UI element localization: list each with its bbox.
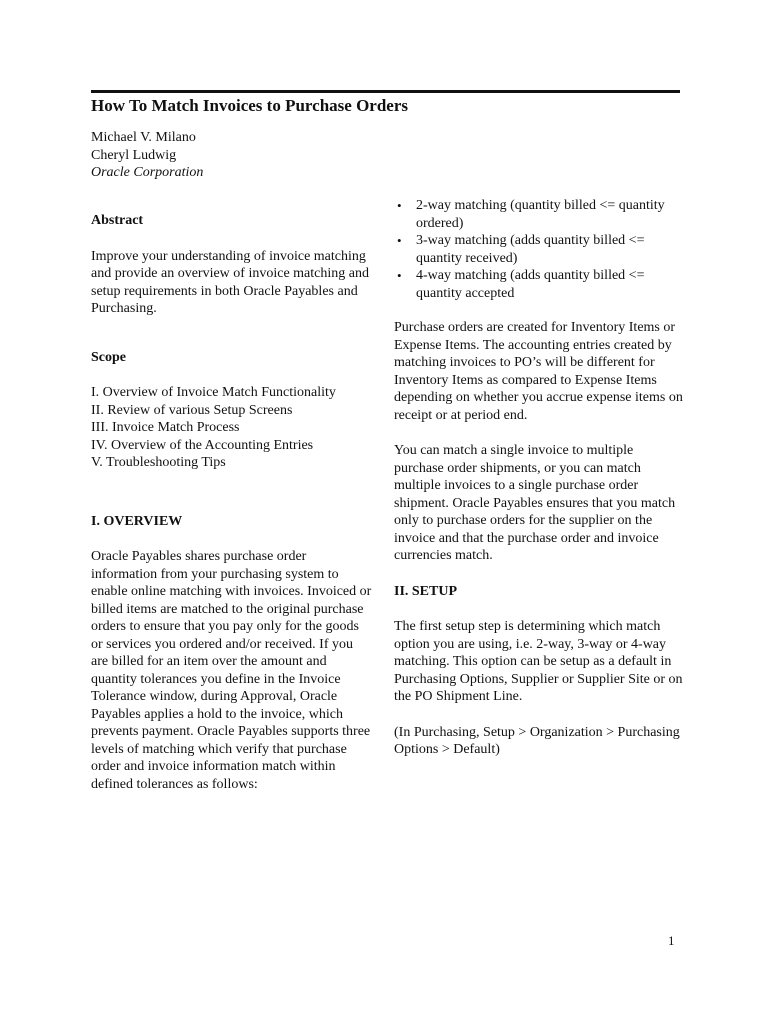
author-name: Michael V. Milano [91,130,196,145]
overview-heading: I. OVERVIEW [91,513,183,529]
abstract-text: Improve your understanding of invoice matching and provide an overview of invoice matching and setup requirements in both Oracle Payables and Purchasing. [91,248,369,316]
scope-heading: Scope [91,349,126,365]
matching-level-text: 2-way matching (quantity billed <= quantity ordered) [416,198,665,231]
scope-item: III. Invoice Match Process [91,420,240,435]
title-rule [91,90,680,93]
matching-level-text: 4-way matching (adds quantity billed <= quantity accepted [416,268,645,301]
bullet-icon: • [397,233,402,248]
author-name: Cheryl Ludwig [91,147,177,163]
matching-shipments-paragraph: You can match a single invoice to multiple purchase order shipments, or you can match multiple invoices to a single purchase order shipment. Oracle Payables ensures that you match only to purchase orders for the supplier on the invoice and that the purchase order and invoice currencies match. [394,443,676,563]
author-block [91,129,371,182]
matching-level-item [394,232,684,267]
left-column [91,212,373,793]
author-organization: Oracle Corporation [91,165,204,180]
matching-level-text: 3-way matching (adds quantity billed <= quantity received) [416,233,645,266]
matching-level-item [394,267,684,302]
scope-item: I. Overview of Invoice Match Functionality [91,385,336,400]
scope-list [91,384,373,472]
document-title: How To Match Invoices to Purchase Orders [91,96,409,115]
matching-levels-list [394,197,684,302]
setup-navigation-path: (In Purchasing, Setup > Organization > Purchasing Options > Default) [394,724,680,757]
setup-heading: II. SETUP [394,583,458,599]
bullet-icon: • [397,198,402,213]
scope-item: IV. Overview of the Accounting Entries [91,437,314,453]
bullet-icon: • [397,268,402,283]
scope-item: II. Review of various Setup Screens [91,402,293,418]
purchase-orders-paragraph: Purchase orders are created for Inventory Items or Expense Items. The accounting entries created by matching invoices to PO’s will be different for Inventory Items as compared to Expense Items depending on whether you accrue expense items on receipt or at period end. [394,320,683,423]
overview-text: Oracle Payables shares purchase order information from your purchasing system to enable online matching with invoices. Invoiced or billed items are matched to the original purchase orders to ensure that you pay only for the goods or services you ordered and/or received. If you are billed for an item over the amount and quantity tolerances you define in the Invoice Tolerance window, during Approval, Oracle Payables applies a hold to the invoice, which prevents payment. Oracle Payables supports three levels of matching which verify that purchase order and invoice information match within defined tolerances as follows: [91,549,372,792]
abstract-heading: Abstract [91,213,144,228]
matching-level-item [394,197,684,232]
right-column [394,197,684,759]
scope-item: V. Troubleshooting Tips [91,455,226,470]
setup-paragraph: The first setup step is determining which match option you are using, i.e. 2-way, 3-way or 4-way matching. This option can be setup as a default in Purchasing Options, Supplier or Supplier Site or on the PO Shipment Line. [394,619,683,704]
page-number: 1 [668,933,675,948]
